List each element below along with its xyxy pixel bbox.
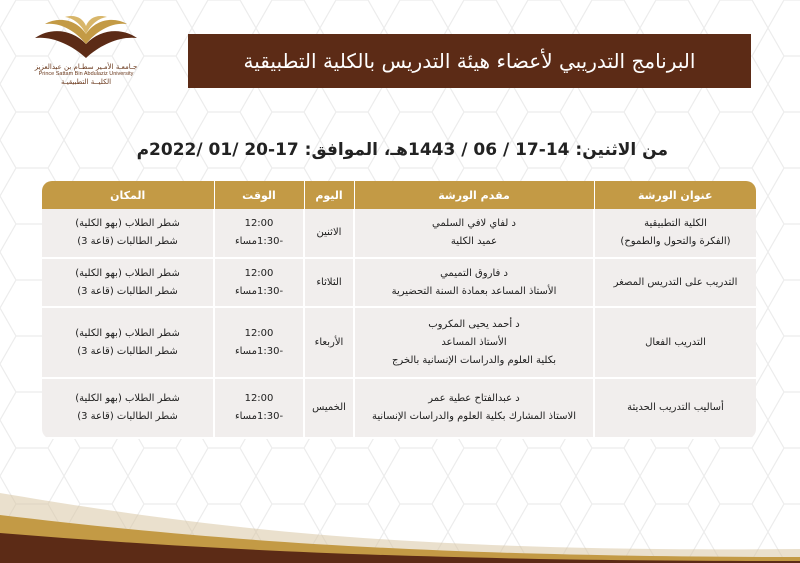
header-day: اليوم <box>304 181 354 209</box>
topic-cell <box>594 378 756 438</box>
presenter-cell <box>354 209 594 258</box>
place-line: شطر الطالبات (قاعة 3) <box>77 411 178 422</box>
header-place: المكان <box>42 181 214 209</box>
topic-line: التدريب على التدريس المصغر <box>613 276 738 288</box>
time-cell: 12:00 -1:30مساء <box>214 209 304 258</box>
place-cell <box>42 378 214 438</box>
presenter-cell <box>354 307 594 378</box>
place-line: شطر الطالبات (قاعة 3) <box>77 285 178 297</box>
place-line: شطر الطلاب (بهو الكلية) <box>75 267 180 279</box>
place-cell <box>42 307 214 378</box>
topic-line: الكلية التطبيقية <box>644 218 707 229</box>
place-line: شطر الطلاب (بهو الكلية) <box>75 393 180 404</box>
presenter-line: بكلية العلوم والدراسات الإنسانية بالخرج <box>391 354 557 366</box>
presenter-line: د لفاي لافي السلمي <box>432 218 516 229</box>
header-time: الوقت <box>214 181 304 209</box>
topic-cell <box>594 209 756 258</box>
presenter-line: د أحمد يحيى المكروب <box>428 318 520 330</box>
presenter-line: عميد الكلية <box>450 236 498 247</box>
page-title: البرنامج التدريبي لأعضاء هيئة التدريس بالكلية التطبيقية <box>243 49 696 73</box>
presenter-line: د فاروق التميمي <box>440 267 508 279</box>
logo-college-name: الكليــة التطبيقيـة <box>60 78 112 86</box>
topic-cell <box>594 307 756 378</box>
table-row <box>42 258 756 307</box>
header-topic: عنوان الورشة <box>594 181 756 209</box>
place-line: شطر الطلاب (بهو الكلية) <box>75 218 180 229</box>
logo-university-name-ar: جـامعـة الأمـير سطـام بن عبدالعزيز <box>34 63 138 71</box>
time-cell: 12:00 -1:30مساء <box>214 378 304 438</box>
place-cell <box>42 258 214 307</box>
day-cell: الأربعاء <box>304 307 354 378</box>
decorative-wave <box>0 453 800 563</box>
topic-line: التدريب الفعال <box>645 336 706 348</box>
presenter-line: الأستاذ المساعد بعمادة السنة التحضيرية <box>391 285 557 297</box>
day-cell: الخميس <box>304 378 354 438</box>
header-presenter: مقدم الورشة <box>354 181 594 209</box>
place-cell <box>42 209 214 258</box>
topic-cell <box>594 258 756 307</box>
table-row <box>42 209 756 258</box>
place-line: شطر الطالبات (قاعة 3) <box>77 236 178 247</box>
place-line: شطر الطالبات (قاعة 3) <box>77 345 178 357</box>
topic-line: أساليب التدريب الحديثة <box>627 402 724 413</box>
time-cell: 12:00 -1:30مساء <box>214 307 304 378</box>
presenter-line: الأستاذ المساعد <box>441 336 507 348</box>
presenter-line: الاستاذ المشارك بكلية العلوم والدراسات الإنسانية <box>372 411 576 422</box>
presenter-line: د عبدالفتاح عطية عمر <box>428 393 520 404</box>
topic-line: (الفكرة والتحول والطموح) <box>620 236 731 247</box>
time-cell: 12:00 -1:30مساء <box>214 258 304 307</box>
presenter-cell <box>354 378 594 438</box>
table-row <box>42 378 756 438</box>
day-cell: الثلاثاء <box>304 258 354 307</box>
title-banner <box>188 34 751 88</box>
day-cell: الاثنين <box>304 209 354 258</box>
place-line: شطر الطلاب (بهو الكلية) <box>75 327 180 339</box>
table-header-row <box>42 181 756 209</box>
book-emblem-icon <box>31 14 141 62</box>
date-range: من الاثنين: 14-17 / 06 / 1443هـ، الموافق: 17-20 /01 /2022م <box>136 140 668 160</box>
workshop-schedule-table <box>42 181 756 439</box>
logo-university-name-en: Prince Sattam Bin Abdulaziz University <box>38 71 134 77</box>
presenter-cell <box>354 258 594 307</box>
table-row <box>42 307 756 378</box>
university-logo <box>22 14 150 106</box>
